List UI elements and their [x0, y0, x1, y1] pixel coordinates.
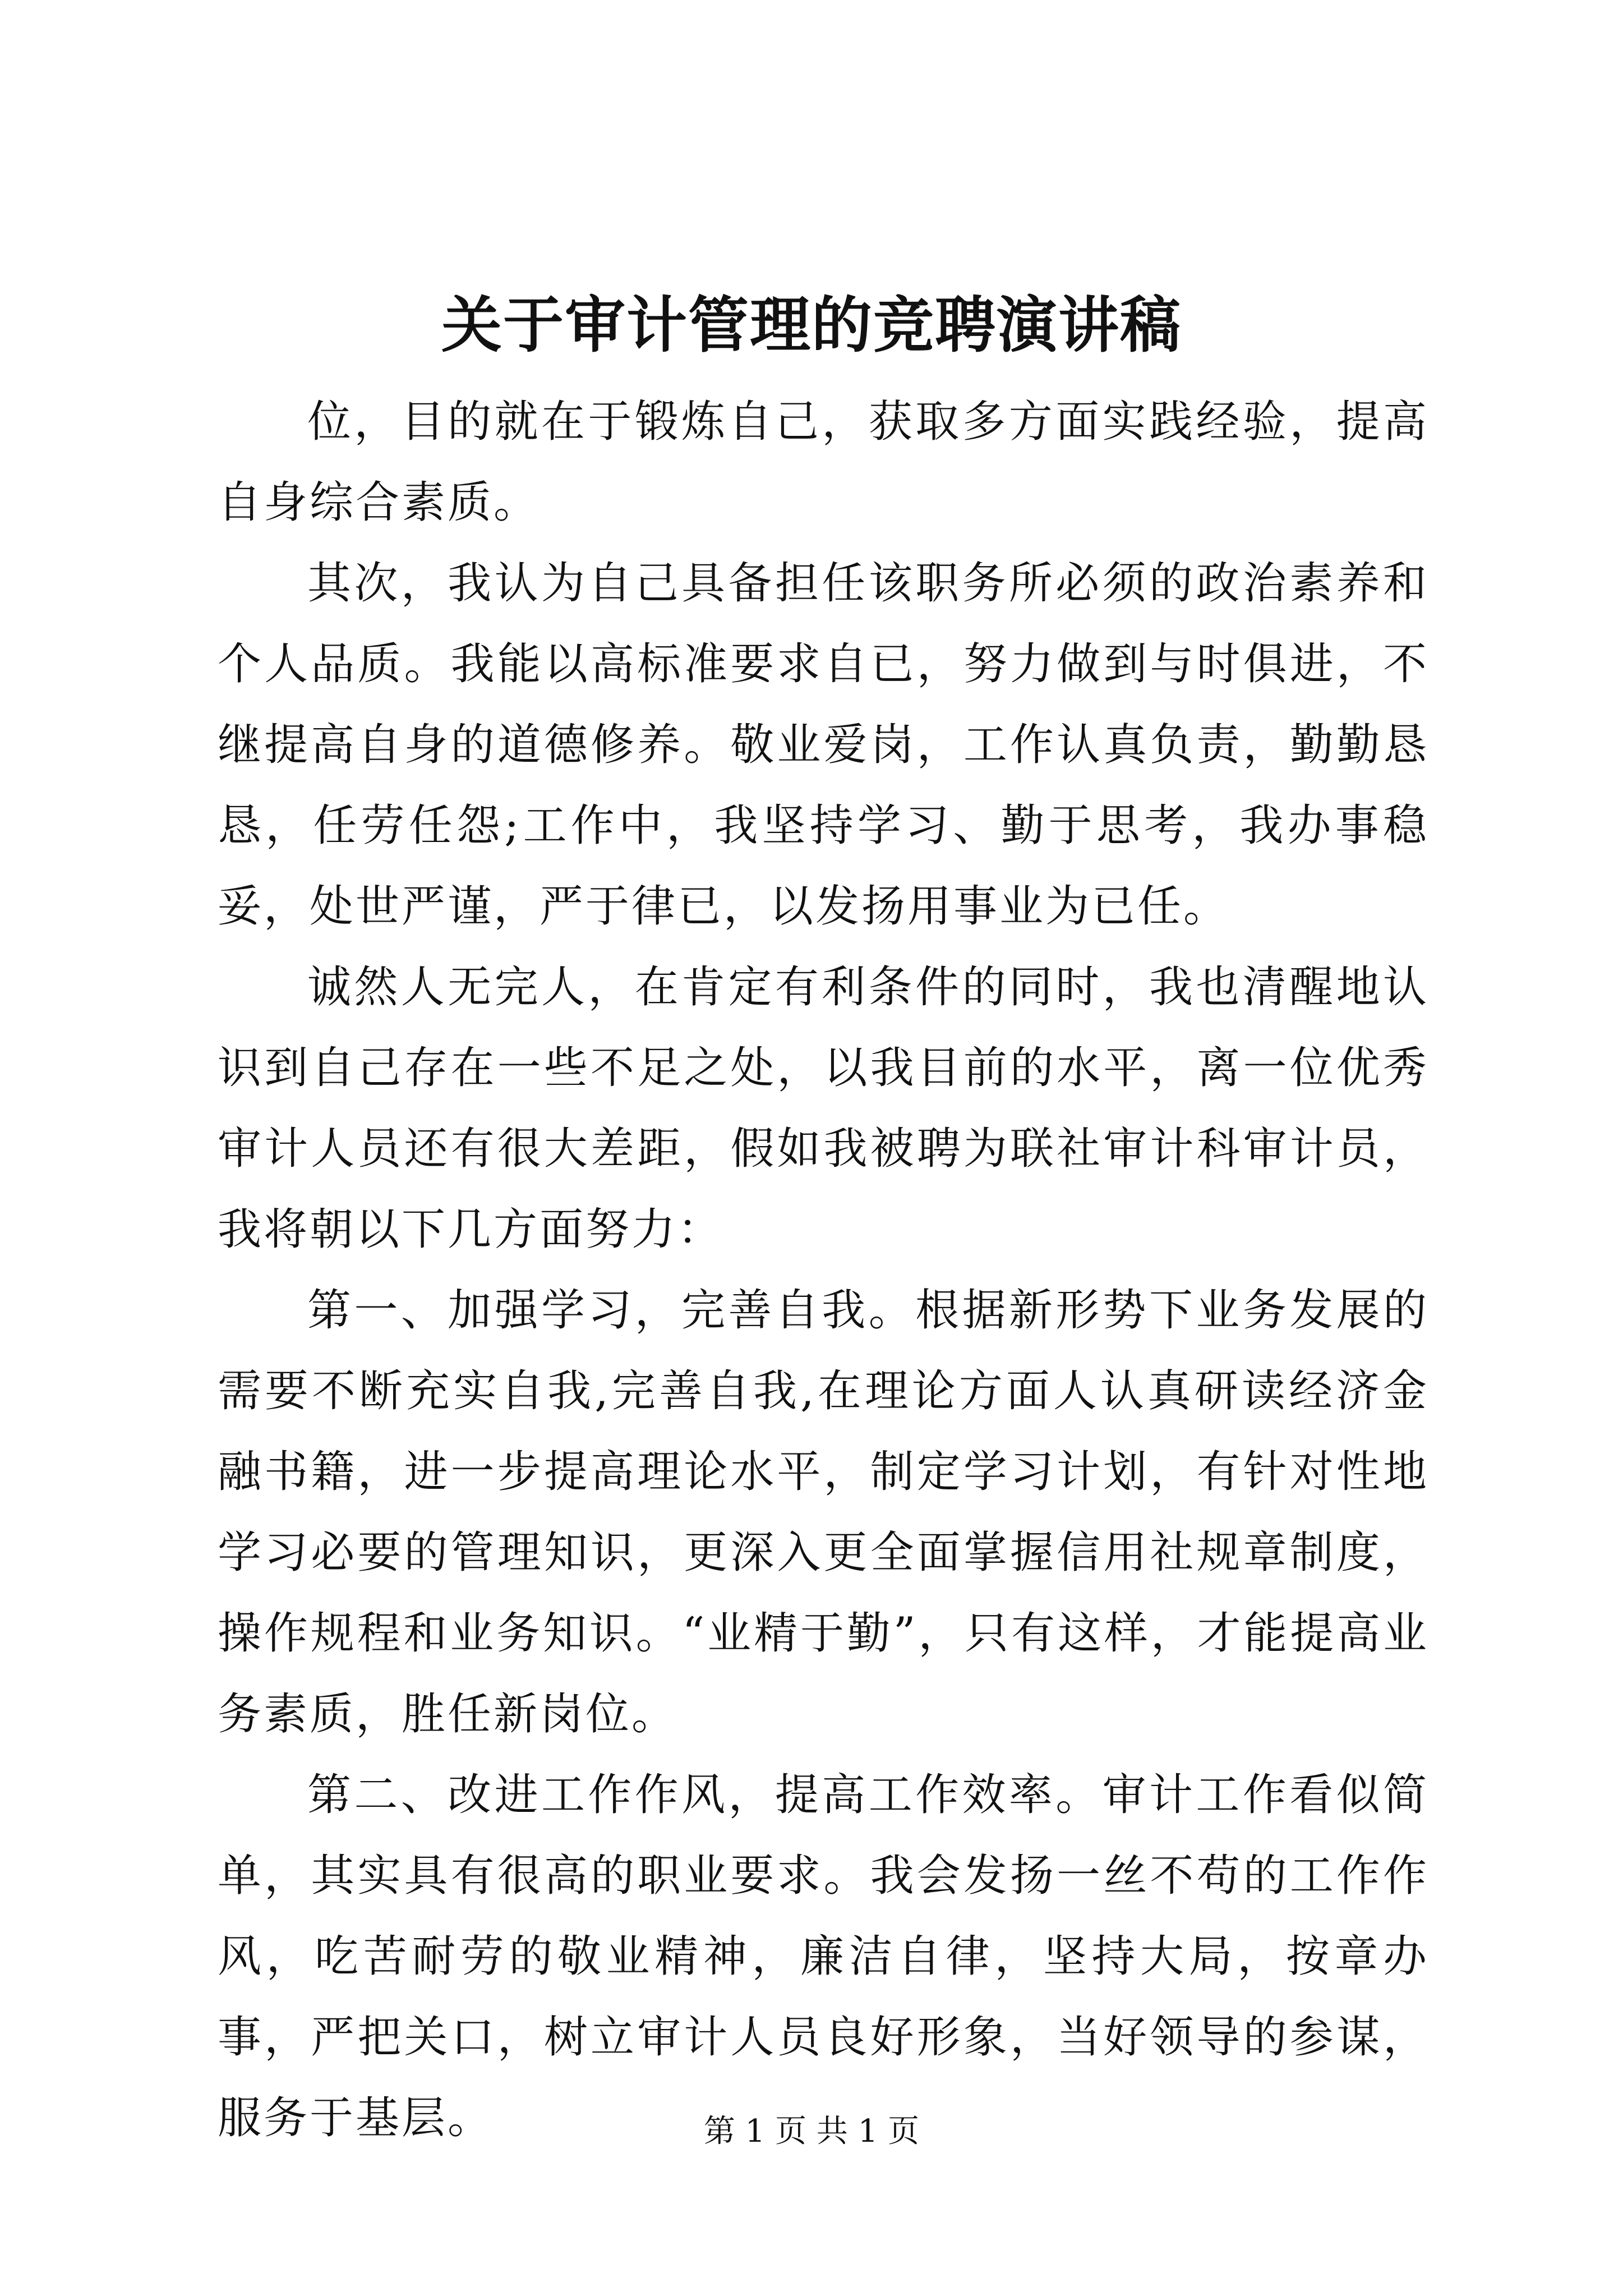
- paragraph-2: 其次，我认为自己具备担任该职务所必须的政治素养和个人品质。我能以高标准要求自已，努力做到与时俱进，不继提高自身的道德修养。敬业爱岗，工作认真负责，勤勤恳恳，任劳任怨;工作中，我坚持学习、勤于思考，我办事稳妥，处世严谨，严于律已，以发扬用事业为已任。: [218, 558, 1429, 932]
- paragraph-5: 第二、改进工作作风，提高工作效率。审计工作看似简单，其实具有很高的职业要求。我会发扬一丝不苟的工作作风，吃苦耐劳的敬业精神，廉洁自律，坚持大局，按章办事，严把关口，树立审计人员良好形象，当好领导的参谋，服务于基层。: [218, 1770, 1429, 2143]
- paragraph-1: 位，目的就在于锻炼自己，获取多方面实践经验，提高自身综合素质。: [218, 397, 1429, 528]
- document-title: 关于审计管理的竞聘演讲稿: [441, 290, 1182, 361]
- paragraph-4: 第一、加强学习，完善自我。根据新形势下业务发展的需要不断充实自我,完善自我,在理论方面人认真研读经济金融书籍，进一步提高理论水平，制定学习计划，有针对性地学习必要的管理知识，更深入更全面掌握信用社规章制度，操作规程和业务知识。“业精于勤”，只有这样，才能提高业务素质，胜任新岗位。: [218, 1285, 1429, 1740]
- document-body: [218, 381, 1429, 2159]
- page-footer: [0, 2109, 1623, 2154]
- paragraph-3: 诚然人无完人，在肯定有利条件的同时，我也清醒地认识到自己存在一些不足之处，以我目前的水平，离一位优秀审计人员还有很大差距，假如我被聘为联社审计科审计员，我将朝以下几方面努力：: [218, 962, 1429, 1255]
- page-number-label: 第 1 页 共 1 页: [703, 2113, 920, 2150]
